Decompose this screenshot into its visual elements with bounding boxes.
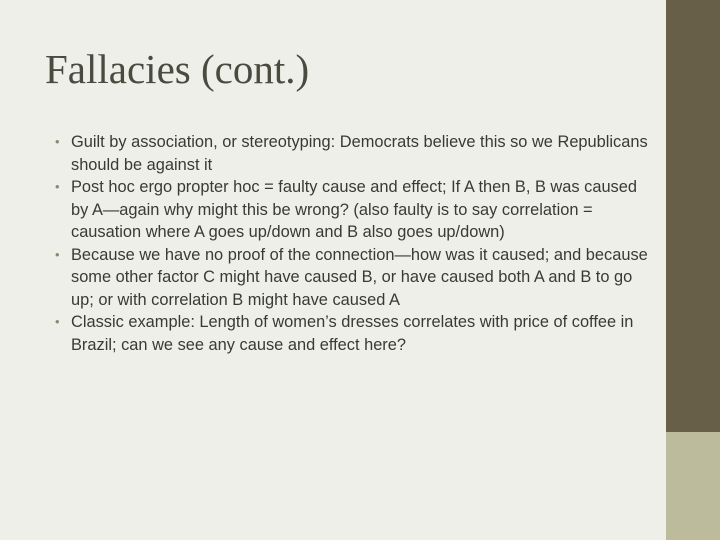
bullet-list xyxy=(55,131,655,356)
bullet-marker: • xyxy=(55,134,60,149)
decorative-side-bar xyxy=(666,0,720,540)
bullet-item xyxy=(55,311,655,356)
bullet-marker: • xyxy=(55,314,60,329)
bullet-item xyxy=(55,176,655,244)
bullet-marker: • xyxy=(55,246,60,262)
bullet-text: Because we have no proof of the connection—how was it caused; and because some other factor C might have caused B, or have caused both A and B to go up; or with correlation B might have caused A xyxy=(71,245,648,309)
side-bar-dark-segment xyxy=(666,0,720,432)
bullet-item xyxy=(55,244,655,312)
bullet-item xyxy=(55,131,655,176)
slide-title: Fallacies (cont.) xyxy=(45,46,310,92)
bullet-text: Post hoc ergo propter hoc = faulty cause and effect; If A then B, B was caused by A—again why might this be wrong? (also faulty is to say correlation = causation where A goes up/down and B also goes up/down) xyxy=(71,178,637,241)
side-bar-light-segment xyxy=(666,432,720,540)
bullet-text: Classic example: Length of women’s dresses correlates with price of coffee in Brazil; can we see any cause and effect here? xyxy=(71,313,634,354)
bullet-marker: • xyxy=(55,179,60,194)
bullet-text: Guilt by association, or stereotyping: Democrats believe this so we Republicans should be against it xyxy=(71,133,648,174)
